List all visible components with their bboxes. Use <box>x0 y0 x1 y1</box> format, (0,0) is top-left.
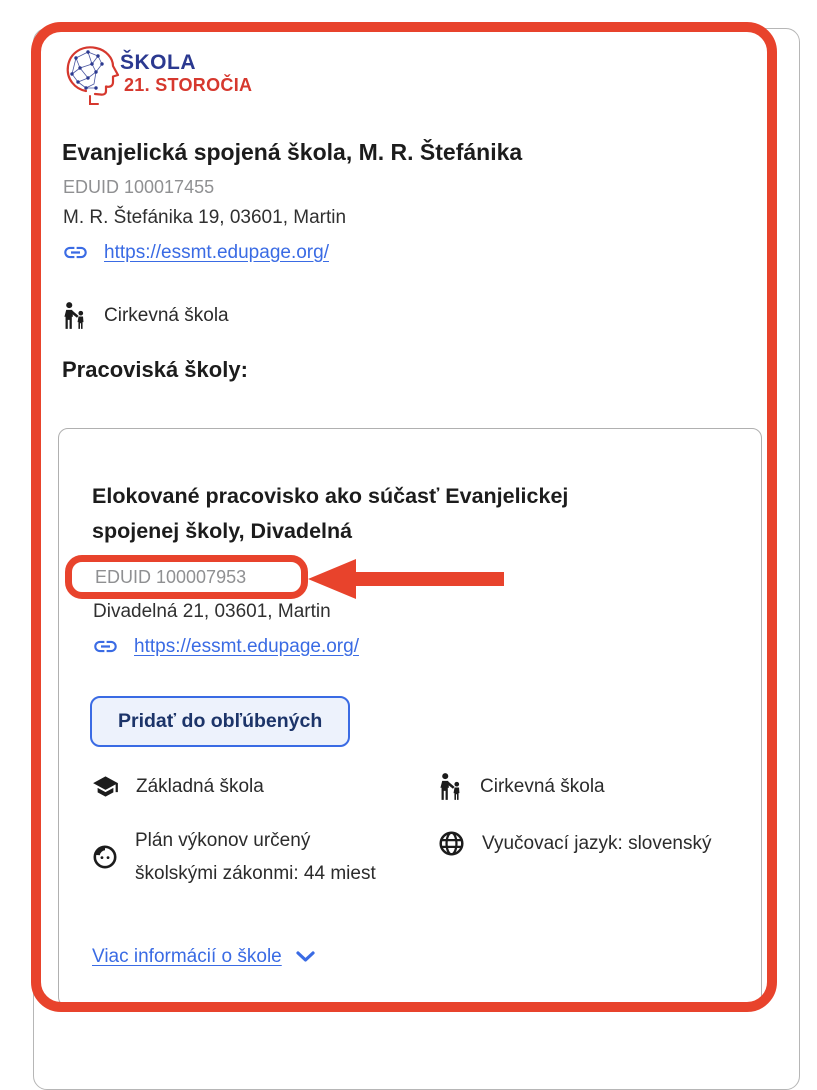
logo-line1: ŠKOLA <box>120 51 196 74</box>
workplace-website-link[interactable]: https://essmt.edupage.org/ <box>134 635 359 657</box>
school-name-title: Evanjelická spojená škola, M. R. Štefánika <box>62 139 523 165</box>
workplace-website-row <box>92 633 359 660</box>
add-to-favorites-button[interactable]: Pridať do obľúbených <box>90 696 350 747</box>
chevron-down-icon[interactable] <box>296 951 315 963</box>
school-website-row <box>62 239 329 266</box>
attribute-school-kind <box>92 773 264 800</box>
workplace-address: Divadelná 21, 03601, Martin <box>93 601 331 622</box>
attribute-label: Základná škola <box>136 775 264 797</box>
link-icon <box>92 633 119 660</box>
attribute-label: Cirkevná škola <box>480 776 605 797</box>
logo-line2: 21. STOROČIA <box>124 75 253 95</box>
more-info-row[interactable] <box>92 946 315 968</box>
school-address: M. R. Štefánika 19, 03601, Martin <box>63 207 347 228</box>
logo-text <box>120 44 252 94</box>
workplace-name-line2: spojenej školy, Divadelná <box>92 519 353 543</box>
more-info-link[interactable]: Viac informácií o škole <box>92 946 282 967</box>
workplace-name-line1: Elokované pracovisko ako súčasť Evanjelickej <box>92 484 569 508</box>
brain-head-logo-icon <box>62 44 124 110</box>
school-eduid: EDUID 100017455 <box>63 177 215 197</box>
school-type-row <box>62 302 229 330</box>
workplaces-heading: Pracoviská školy: <box>62 357 248 382</box>
workplace-eduid: EDUID 100007953 <box>95 567 247 587</box>
attribute-label: Vyučovací jazyk: slovenský <box>482 832 712 854</box>
child-face-icon <box>92 844 118 870</box>
attribute-capacity-plan <box>92 824 392 890</box>
family-icon <box>62 302 87 330</box>
link-icon <box>62 239 89 266</box>
attribute-teaching-language <box>438 830 712 857</box>
attribute-label: Plán výkonov určený školskými zákonmi: 44 miest <box>135 830 376 884</box>
school-website-link[interactable]: https://essmt.edupage.org/ <box>104 241 329 263</box>
globe-icon <box>438 830 465 857</box>
attribute-church-school <box>438 773 605 801</box>
graduation-cap-icon <box>92 773 119 800</box>
skola-21-storocia-logo <box>62 44 252 110</box>
workplace-name-title <box>92 479 692 549</box>
school-type-label: Cirkevná škola <box>104 305 229 326</box>
family-icon <box>438 773 463 801</box>
